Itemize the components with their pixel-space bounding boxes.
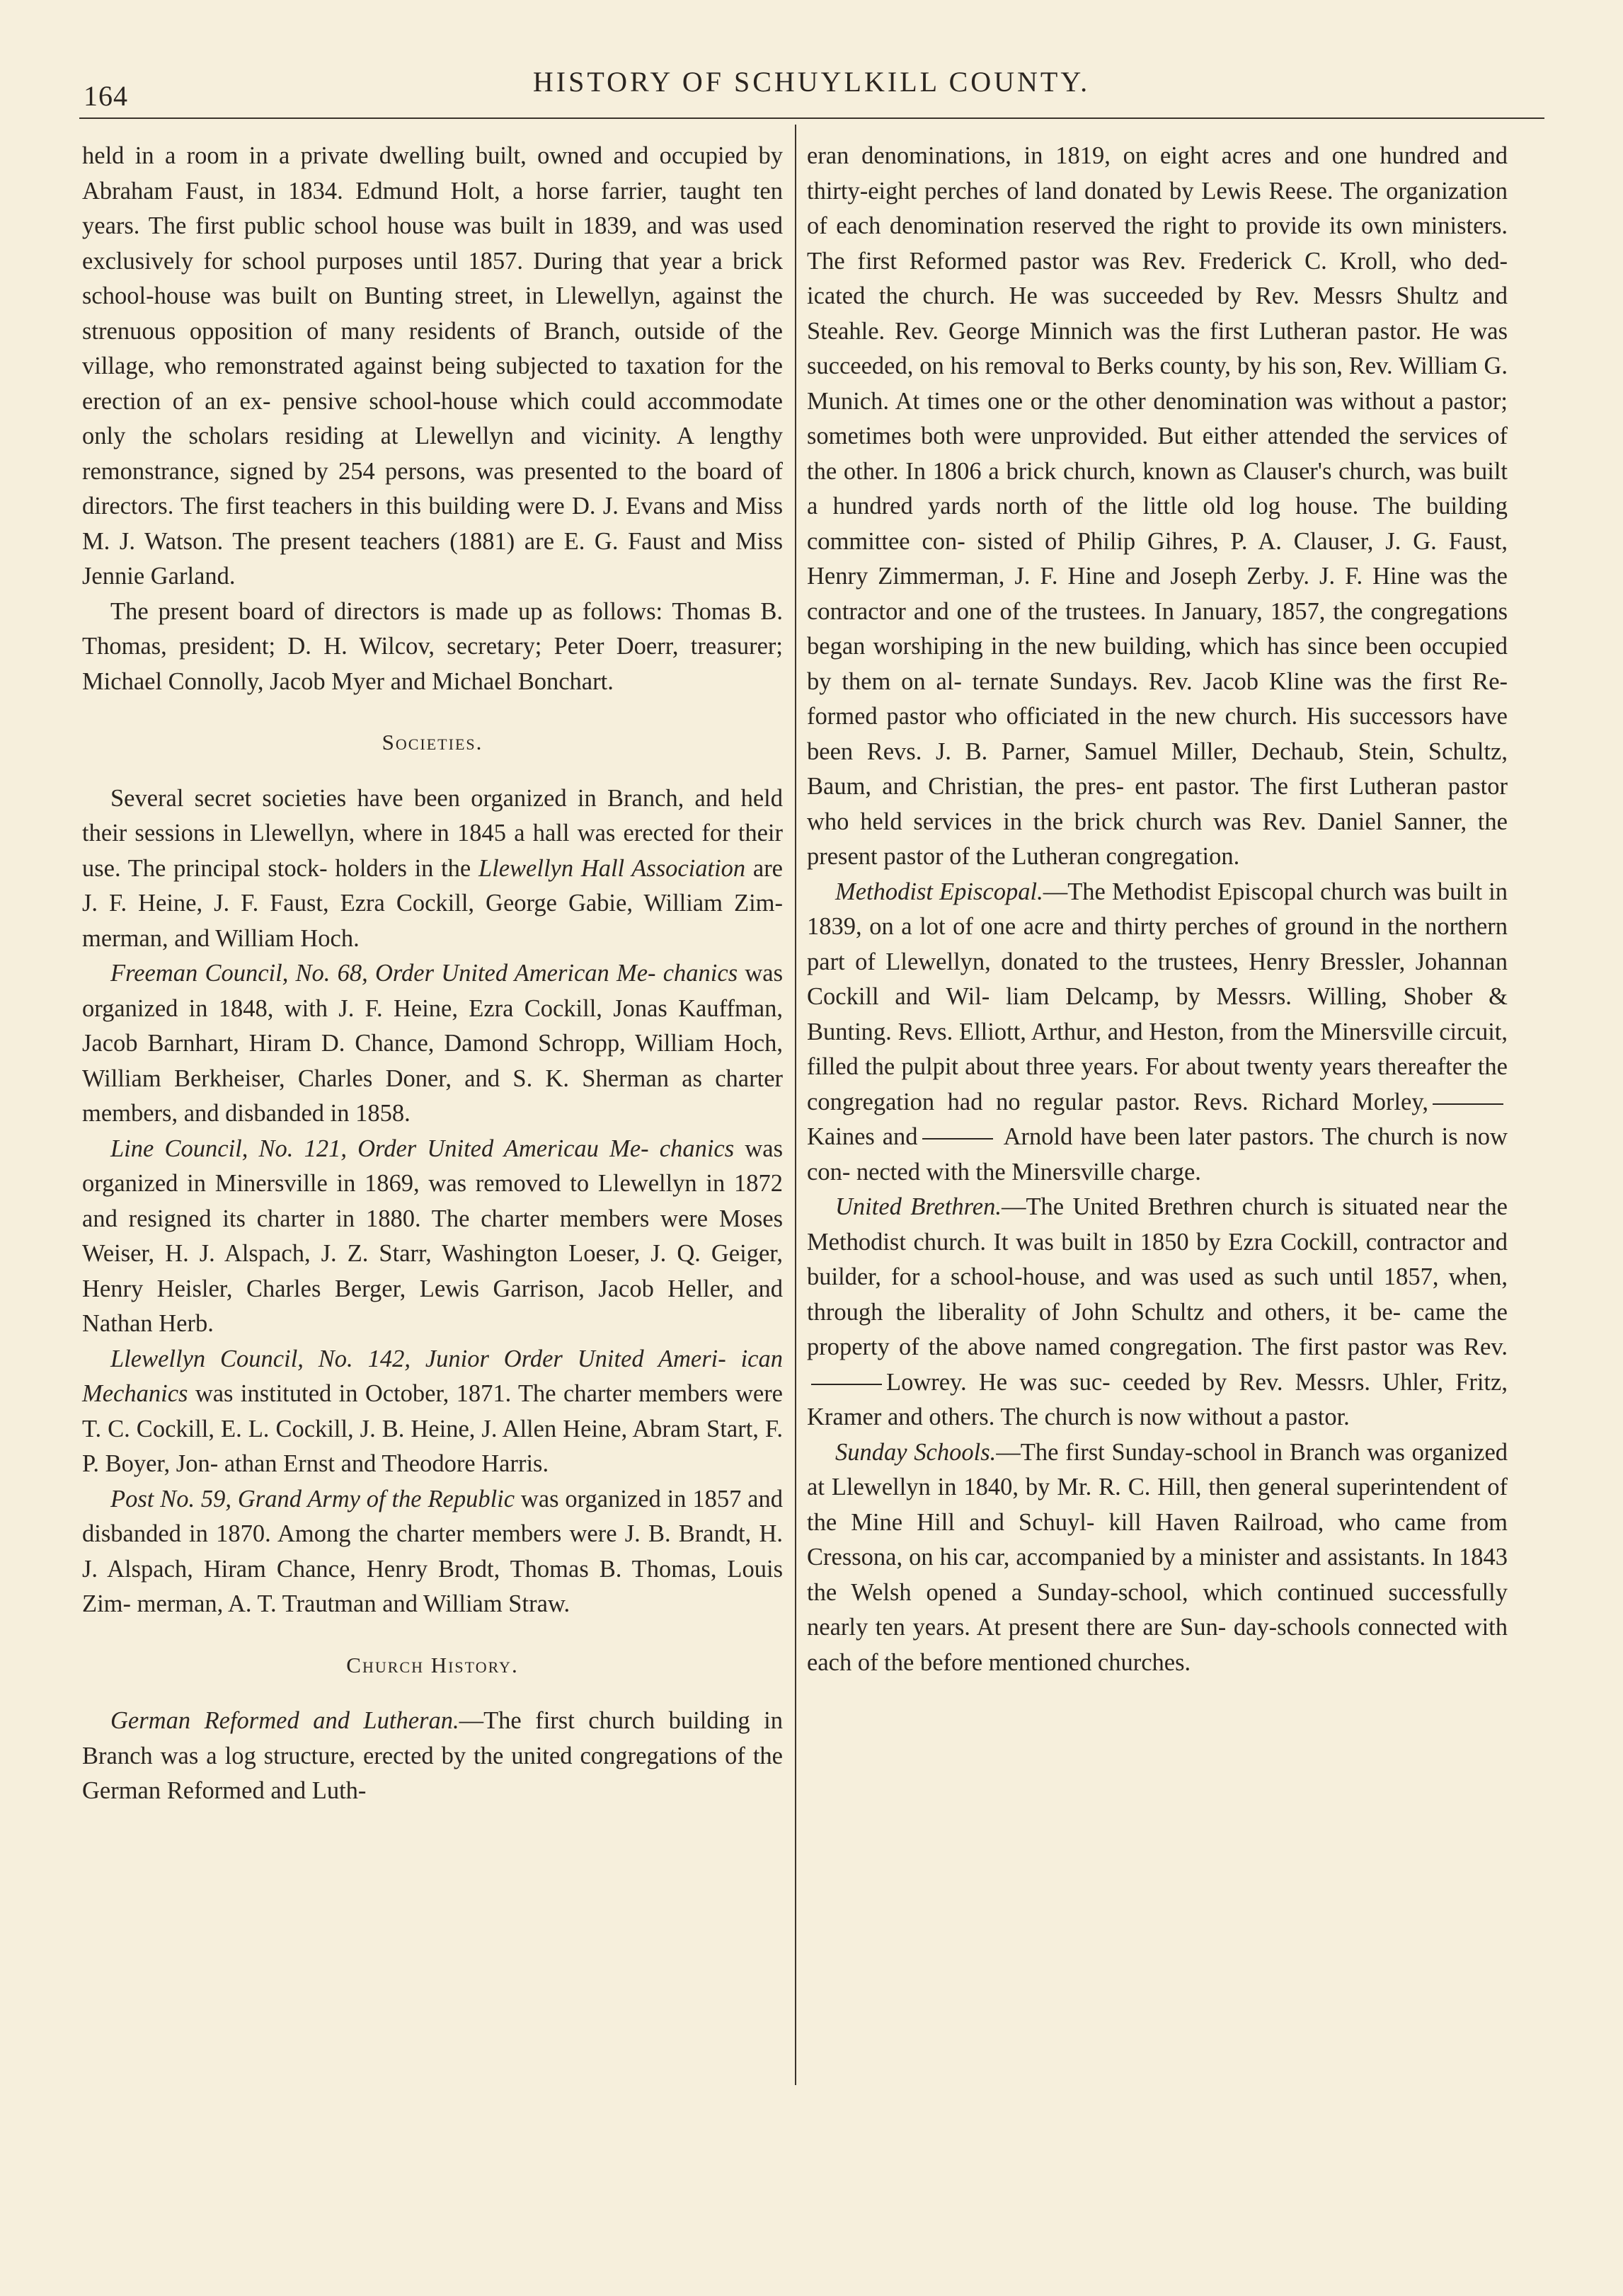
societies-paragraph: Several secret societies have been organized in Branch, and held their sessions in Llewellyn, where in 1845 a hall was erected for their use. The principal stock- holders in the Llewellyn Hall Association are J. F. Heine, J. F. Faust, Ezra Cockill, George Gabie, William Zim- merman, and William Hoch. — [82, 784, 783, 952]
lutheran-continued-paragraph: eran denominations, in 1819, on eight acres and one hundred and thirty-eight perches of land donated by Lewis Reese. The organization of each denomination reserved the right to provide its own ministers. The first Reformed pastor was Rev. Frederick C. Kroll, who ded- icated the church. He was succeeded by Rev. Messrs Shultz and Steahle. Rev. George Minnich was the first Lutheran pastor. He was succeeded, on his removal to Berks county, by his son, Rev. William G. Munich. At times one or the other denomination was without a pastor; sometimes both were unprovided. But either attended the services of the other. In 1806 a brick church, known as Clauser's church, was built a hundred yards north of the little old log house. The building committee con- sisted of Philip Gihres, P. A. Clauser, J. G. Faust, Henry Zimmerman, J. F. Hine and Joseph Zerby. J. F. Hine was the contractor and one of the trustees. In January, 1857, the congregations began worshiping in the new building, which has since been occupied by them on al- ternate Sundays. Rev. Jacob Kline was the first Re- formed pastor who officiated in the new church. His successors have been Revs. J. B. Parner, Samuel Miller, Dechaub, Stein, Schultz, Baum, and Christian, the pres- ent pastor. The first Lutheran pastor who held services in the brick church was Rev. Daniel Sanner, the present pastor of the Lutheran congregation. — [807, 142, 1508, 870]
church-history-heading: Church History. — [346, 1652, 519, 1677]
right-column — [807, 139, 1508, 1680]
schools-paragraph: held in a room in a private dwelling built, owned and occupied by Abraham Faust, in 1834. Edmund Holt, a horse farrier, taught ten years. The first public school house was built in 1839, and was used exclusively for school purposes until 1857. During that year a brick school-house was built on Bunting street, in Llewellyn, against the strenuous opposition of many residents of Branch, outside of the village, who remonstrated against being subjected to taxation for the erection of an ex- pensive school-house which could accommodate only the scholars residing at Llewellyn and vicinity. A lengthy remonstrance, signed by 254 persons, was presented to the board of directors. The first teachers in this building were D. J. Evans and Miss M. J. Watson. The present teachers (1881) are E. G. Faust and Miss Jennie Garland. — [82, 142, 783, 590]
page-number: 164 — [84, 80, 128, 112]
freeman-council-paragraph: Freeman Council, No. 68, Order United American Me- chanics was organized in 1848, with J. F. Heine, Ezra Cockill, Jonas Kauffman, Jacob Barnhart, Hiram D. Chance, Damond Schropp, William Hoch, William Berkheiser, Charles Doner, and S. K. Sherman as charter members, and disbanded in 1858. — [82, 960, 783, 1127]
gar-post-paragraph: Post No. 59, Grand Army of the Republic was organized in 1857 and disbanded in 1870. Among the charter members were J. B. Brandt, H. J. Alspach, Hiram Chance, Henry Brodt, Thomas B. Thomas, Louis Zim- merman, A. T. Trautman and William Straw. — [82, 1485, 783, 1617]
column-divider — [795, 125, 796, 2085]
left-column — [82, 139, 783, 1809]
blank-dash — [922, 1138, 993, 1140]
sunday-schools-paragraph: Sunday Schools.—The first Sunday-school in Branch was organized at Llewellyn in 1840, by Mr. R. C. Hill, then general superintendent of the Mine Hill and Schuyl- kill Haven Railroad, who came from Cressona, on his car, accompanied by a minister and assistants. In 1843 the Welsh opened a Sunday-school, which continued successfully nearly ten years. At present there are Sun- day-schools connected with each of the before mentioned churches. — [807, 1438, 1508, 1676]
board-paragraph: The present board of directors is made up as follows: Thomas B. Thomas, president; D. H. Wilcov, secretary; Peter Doerr, treasurer; Michael Connolly, Jacob Myer and Michael Bonchart. — [82, 597, 783, 695]
llewellyn-council-paragraph: Llewellyn Council, No. 142, Junior Order United Ameri- ican Mechanics was instituted in October, 1871. The charter members were T. C. Cockill, E. L. Cockill, J. B. Heine, J. Allen Heine, Abram Start, F. P. Boyer, Jon- athan Ernst and Theodore Harris. — [82, 1345, 783, 1477]
german-reformed-paragraph: German Reformed and Lutheran.—The first church building in Branch was a log structure, erected by the united congregations of the German Reformed and Luth- — [82, 1707, 783, 1804]
header-rule — [79, 117, 1544, 119]
line-council-paragraph: Line Council, No. 121, Order United Americau Me- chanics was organized in Minersville in 1869, was removed to Llewellyn in 1872 and resigned its charter in 1880. The charter members were Moses Weiser, H. J. Alspach, J. Z. Starr, Washington Loeser, J. Q. Geiger, Henry Heisler, Charles Berger, Lewis Garrison, Jacob Heller, and Nathan Herb. — [82, 1135, 784, 1337]
blank-dash — [1433, 1103, 1503, 1105]
blank-dash — [811, 1384, 882, 1385]
running-title: HISTORY OF SCHUYLKILL COUNTY. — [532, 66, 1091, 98]
united-brethren-paragraph: United Brethren.—The United Brethren church is situated near the Methodist church. It was built in 1850 by Ezra Cockill, contractor and builder, for a school-house, and was used as such until 1857, when, through the liberality of John Schultz and others, it be- came the property of the above named congregation. The first pastor was Rev.Lowrey. He was suc- ceeded by Rev. Messrs. Uhler, Fritz, Kramer and others. The church is now without a pastor. — [807, 1193, 1508, 1430]
societies-heading: Societies. — [382, 730, 483, 754]
methodist-paragraph: Methodist Episcopal.—The Methodist Episcopal church was built in 1839, on a lot of one acre and thirty perches of ground in the northern part of Llewellyn, donated to the trustees, Henry Bressler, Johannan Cockill and Wil- liam Delcamp, by Messrs. Willing, Shober & Bunting. Revs. Elliott, Arthur, and Heston, from the Minersville circuit, filled the pulpit about three years. For about twenty years thereafter the congregation had no regular pastor. Revs. Richard Morley,Kaines and Arnold have been later pastors. The church is now con- nected with the Minersville charge. — [807, 878, 1508, 1186]
